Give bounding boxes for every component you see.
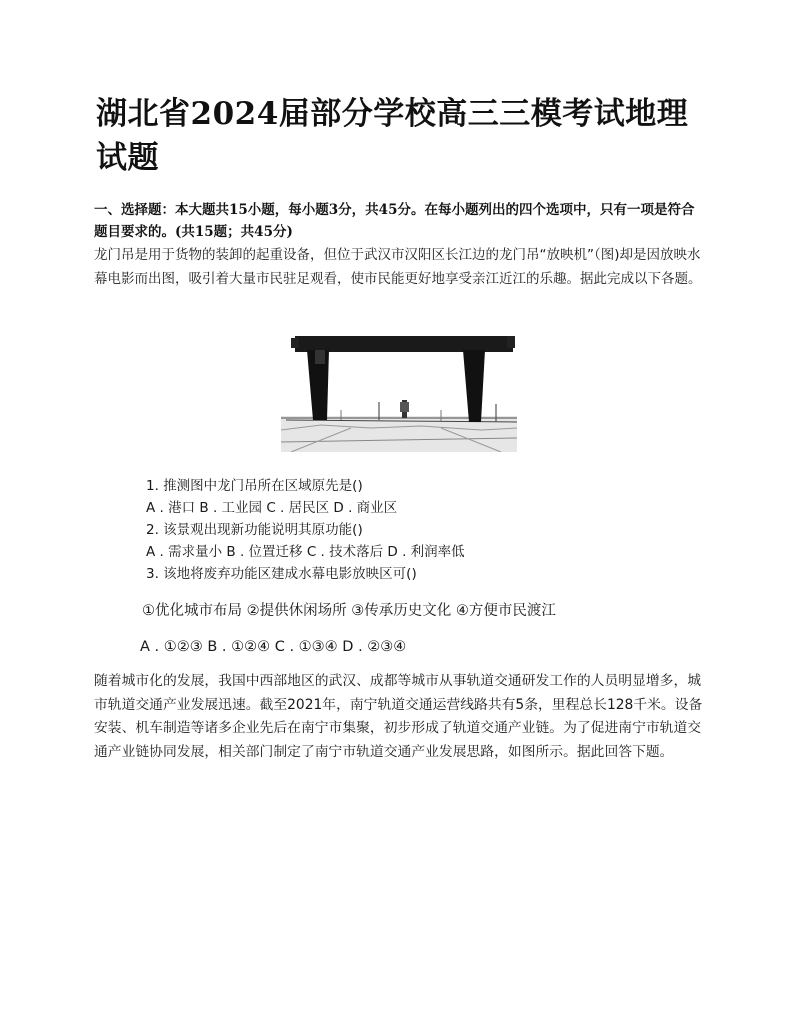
question-3-options: A . ①②③ B . ①②④ C . ①③④ D . ②③④: [140, 639, 407, 655]
section-header: 一、选择题：本大题共15小题，每小题3分，共45分。在每小题列出的四个选项中，只有一项是符合题目要求的。(共15题；共45分): [94, 202, 695, 240]
reading-passage-2: 随着城市化的发展，我国中西部地区的武汉、成都等城市从事轨道交通研发工作的人员明显增多，城市轨道交通产业发展迅速。截至2021年，南宁轨道交通运营线路共有5条，里程总长128千米。设备安装、机车制造等诸多企业先后在南宁市集聚，初步形成了轨道交通产业链。为了促进南宁市轨道交通产业链协同发展，相关部门制定了南宁市轨道交通产业发展思路，如图所示。据此回答下题。: [94, 673, 703, 760]
question-2: 2. 该景观出现新功能说明其原功能(): [146, 522, 363, 538]
page-title: 湖北省2024届部分学校高三三模考试地理试题: [96, 96, 689, 176]
question-3-statements: ①优化城市布局 ②提供休闲场所 ③传承历史文化 ④方便市民渡江: [142, 603, 556, 619]
question-1: 1. 推测图中龙门吊所在区域原先是(): [146, 478, 363, 494]
gantry-crane-photo: [281, 330, 517, 452]
question-2-options: A . 需求量小 B . 位置迁移 C . 技术落后 D . 利润率低: [146, 544, 465, 560]
question-1-options: A . 港口 B . 工业园 C . 居民区 D . 商业区: [146, 500, 398, 516]
question-3: 3. 该地将废弃功能区建成水幕电影放映区可(): [146, 566, 417, 582]
reading-passage-1: 龙门吊是用于货物的装卸的起重设备，但位于武汉市汉阳区长江边的龙门吊“放映机”（图)却是因放映水幕电影而出图，吸引着大量市民驻足观看，使市民能更好地享受亲江近江的乐趣。据此完成以下各题。: [94, 247, 702, 287]
